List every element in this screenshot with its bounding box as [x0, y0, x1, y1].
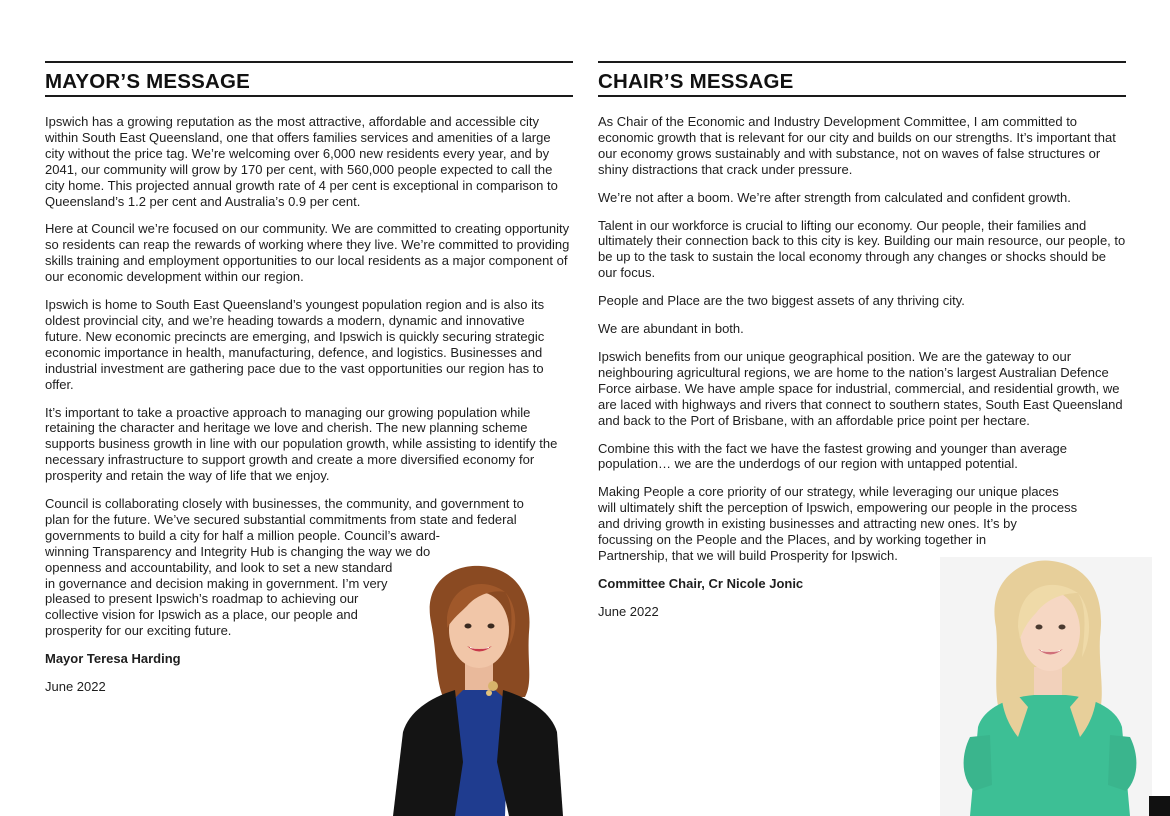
chair-portrait-photo: [940, 557, 1152, 816]
chair-closing-line: focussing on the People and the Places, and by working together in: [598, 532, 987, 548]
mayor-closing-line: collective vision for Ipswich as a place, our people and: [45, 607, 358, 623]
chairs-message-heading-rule: [598, 61, 1126, 97]
page-corner-tab: [1149, 796, 1170, 816]
mayor-closing-line: prosperity for our exciting future.: [45, 623, 232, 639]
chair-signature-name: Committee Chair, Cr Nicole Jonic: [598, 575, 804, 591]
chair-paragraph: Ipswich benefits from our unique geographical position. We are the gateway to our neighbouring agricultural regions, we are home to the nation’s largest Australian Defence Force airbase. We have ample space for industrial, commercial, and residential growth, we are laced with highways and rivers that connect to southern states, South East Queensland and back to the Port of Brisbane, with an affordable price point per hectare.: [598, 348, 1123, 428]
chair-paragraph: Talent in our workforce is crucial to lifting our economy. Our people, their families and ultimately their connection back to this city is key. Building our main resource, our people, to be up to the task to sustain the local economy through any changes or shocks should be our focus.: [598, 217, 1126, 281]
chair-paragraph: We are abundant in both.: [598, 321, 744, 337]
chair-closing-line: and driving growth in existing businesses and attracting new ones. It’s by: [598, 516, 1017, 532]
mayor-signature-name: Mayor Teresa Harding: [45, 651, 181, 667]
chairs-message-heading: CHAIR’S MESSAGE: [598, 70, 794, 93]
mayor-paragraph: Ipswich is home to South East Queensland’s youngest population region and is also its oldest provincial city, and we’re heading towards a modern, dynamic and innovative future. New economic precincts are emerging, and Ipswich is quickly securing strategic economic importance in health, manufacturing, defence, and logistics. Businesses and industrial investment are gathering pace due to the vast opportunities our region has to offer.: [45, 297, 545, 392]
mayor-signature-date: June 2022: [45, 679, 106, 695]
chair-paragraph: Combine this with the fact we have the fastest growing and younger than average population… we are the underdogs of our region with untapped potential.: [598, 440, 1068, 472]
mayor-closing-line: plan for the future. We’ve secured substantial commitments from state and federal: [45, 511, 517, 527]
mayor-paragraph: Here at Council we’re focused on our community. We are committed to creating opportunity so residents can reap the rewards of working where they live. We’re committed to providing skills training and employment opportunities to our local residents as a major component of our economic development within our region.: [45, 221, 570, 285]
chair-closing-line: Partnership, that we will build Prosperity for Ipswich.: [598, 547, 898, 563]
mayor-closing-line: governments to build a city for half a million people. Council’s award-: [45, 527, 441, 543]
chair-paragraph: People and Place are the two biggest assets of any thriving city.: [598, 293, 965, 309]
mayor-paragraph: It’s important to take a proactive approach to managing our growing population while retaining the character and heritage we love and cherish. The new planning scheme supports business growth in line with our population growth, while assisting to identify the necessary infrastructure to support growth and create a more diversified economy for prosperity and retain the way of life that we enjoy.: [45, 404, 558, 484]
chair-closing-paragraph: [598, 484, 1126, 564]
chair-closing-line: Making People a core priority of our strategy, while leveraging our unique places: [598, 484, 1059, 500]
mayor-closing-line: pleased to present Ipswich’s roadmap to achieving our: [45, 591, 359, 607]
chair-signature-date: June 2022: [598, 603, 659, 619]
chair-paragraph: We’re not after a boom. We’re after strength from calculated and confident growth.: [598, 189, 1071, 205]
mayor-closing-line: Council is collaborating closely with businesses, the community, and government to: [45, 496, 524, 512]
mayor-paragraph: Ipswich has a growing reputation as the most attractive, affordable and accessible city within South East Queensland, one that offers families services and amenities of a large city without the price tag. We’re welcoming over 6,000 new residents every year, and by 2041, our community will grow by 170 per cent, with 560,000 people expected to call the city home. This projected annual growth rate of 4 per cent is exceptional in comparison to Queensland’s 1.2 per cent and Australia’s 0.9 per cent.: [45, 114, 558, 209]
chairs-message-section: [598, 61, 1126, 632]
mayor-portrait-photo: [393, 562, 563, 816]
mayor-closing-line: openness and accountability, and look to set a new standard: [45, 559, 393, 575]
mayor-closing-line: winning Transparency and Integrity Hub is changing the way we do: [45, 543, 431, 559]
mayors-message-heading: MAYOR’S MESSAGE: [45, 70, 251, 93]
mayor-closing-line: in governance and decision making in government. I’m very: [45, 575, 388, 591]
chairs-message-body: [598, 114, 1126, 620]
chair-closing-line: will ultimately shift the perception of Ipswich, empowering our people in the process: [598, 500, 1078, 516]
mayors-message-heading-rule: [45, 61, 573, 97]
chair-paragraph: As Chair of the Economic and Industry Development Committee, I am committed to economic growth that is relevant for our city and builds on our strengths. It’s important that our economy grows sustainably and with substance, not on waves of false structures or shiny distractions that crack under pressure.: [598, 114, 1116, 177]
